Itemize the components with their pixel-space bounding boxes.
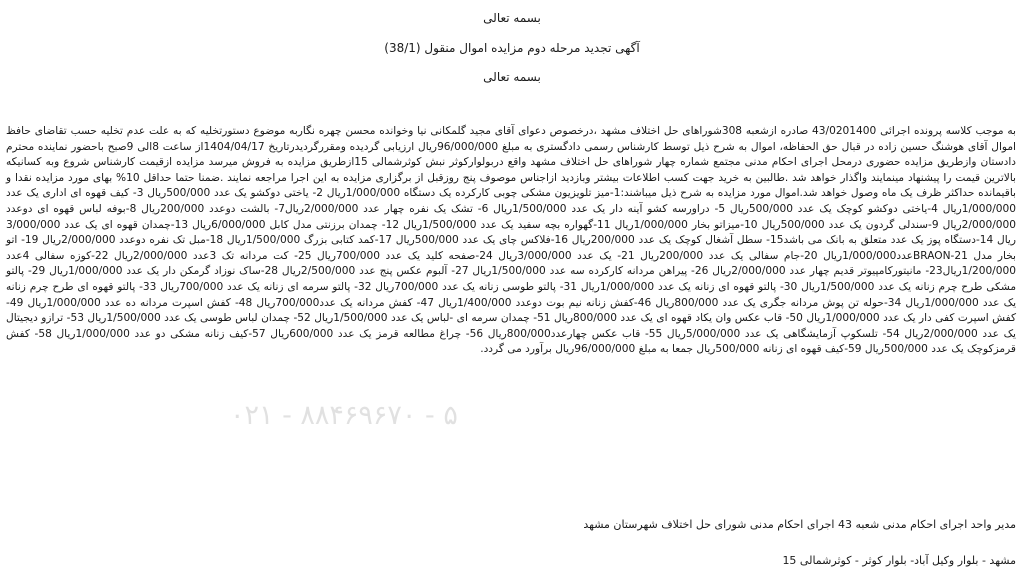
- address-line: مشهد - بلوار وکیل آباد- بلوار کوثر - کوثرشمالی 15: [782, 554, 1016, 567]
- header-bismillah-2: بسمه تعالی: [483, 70, 541, 84]
- header-bismillah: بسمه تعالی: [483, 11, 541, 25]
- notice-body: به موجب کلاسه پرونده اجرائی 43/0201400 صادره ازشعبه 308شوراهای حل اختلاف مشهد ،درخصوص دعوای آقای مجید گلمکانی نیا وخوانده محسن چهره نگاربه موضوع دستورتخلیه که به علت عدم تخلیه حسب تقاضای حافظ اموال آقای هوشنگ حسین زاده در قبال حق الحفاظه، اموال به شرح ذیل توسط کارشناس رسمی دادگستری به مبلغ 96/000/000ریال ارزیابی گردیده ومقررگردیدرتاریخ 1404/04/17از ساعت 8الی 9صبح باحضور نماینده محترم دادستان وازطریق مزایده حضوری درمحل اجرای احکام مدنی مجتمع شماره چهار شوراهای حل اختلاف مشهد واقع دربولوارکوثر نبش کوثرشمالی 15ازطریق مزایده به فروش میرسد مزایده ازقیمت کارشناس شروع وبه کسانیکه بالاترین قیمت را پیشنهاد مینمایند واگذار خواهد شد .طالبین به خرید جهت کسب اطلاعات بیشتر وبازدید ازاجناس موصوف پنج روزقبل از برگزاری مزایده به این اجرا مراجعه نمایند .ضمنا حتما حداقل 10% بهای مورد مزایده نقدا و باقیمانده حداکثر ظرف یک ماه وصول خواهد شد.اموال مورد مزایده به شرح ذیل میباشند:1-میز تلویزیون مشکی چوبی کارکرده یک دستگاه 1/000/000ریال 2- یاختی دوکشو یک عدد 500/000ریال 3- کیف قهوه ای اداری یک عدد 1/000/000ریال 4-یاختی دوکشو کوچک یک عدد 500/000ریال 5- دراورسه کشو آینه دار یک عدد 1/500/000ریال 6- تشک یک نفره چهار عدد 2/000/000ریال7- بالشت دوعدد 200/000ریال 8-بوفه لباس قهوه ای دوعدد 2/000/000ریال 9-سندلی گردون یک عدد 500/000ریال 10-میزاتو بخار 1/000/000ریال 11-گهواره بچه سفید یک عدد 1/500/000ریال 12- چمدان برزنتی مدل کابل 6/000/000ریال 13-چمدان قهوه ای یک عدد 3/000/000 ریال 14-دستگاه پوز یک عدد متعلق به بانک می باشد15- سطل آشغال کوچک یک عدد 200/000ریال 16-فلاکس چای یک عدد 500/000ریال 17-کمد کتابی بزرگ 1/500/000ریال 18-مبل تک نفره دوعدد 2/000/000ریال 19- اتو بخار مدل BRAON-21عدد1/000/000ریال 20-جام سفالی یک عدد 200/000ریال 21- یک عدد 3/000/000ریال 24-صفحه کلید یک عدد 700/000ریال 25- کت مردانه تک 3عدد 2/000/000ریال 22-کوزه سفالی 4عدد 1/200/000ریال23- مانیتورکامپیوتر قدیم چهار عدد 2/000/000ریال 26- پیراهن مردانه کارکرده سه عدد 1/500/000ریال 27- آلبوم عکس پنج عدد 2/500/000ریال 28-ساک نوزاد گرمکن دار یک عدد 1/000/000ریال 29- پالتو مشکی طرح چرم زنانه یک عدد 1/500/000ریال 30- پالتو قهوه ای زنانه یک عدد 1/000/000ریال 31- پالتو طوسی زنانه یک عدد 700/000ریال 32- پالتو سرمه ای زنانه یک عدد 700/000ریال 33- پالتو قهوه ای طرح چرم زنانه یک عدد 1/000/000ریال 34-حوله تن پوش مردانه جگری یک عدد 800/000ریال 46-کفش زنانه نیم بوت دوعدد 1/400/000ریال 47- کفش مردانه یک عدد700/000ریال 48- کفش اسپرت مردانه ده عدد 1/000/000ریال 49- کفش اسپرت کفی دار یک عدد 1/000/000ریال 50- قاب عکس وان یکاد قهوه ای یک عدد 800/000ریال 51- چمدان سرمه ای -لباس یک عدد 1/500/000ریال 52- چمدان لباس طوسی یک عدد 1/500/000ریال 53- ترازو دیجیتال یک عدد 2/000/000ریال 54- تلسکوپ آزمایشگاهی یک عدد 5/000/000ریال 55- قاب عکس چهارعدد800/000ریال 56- چراغ مطالعه قرمز یک عدد 600/000ریال 57-کیف زنانه مشکی دو عدد 1/000/000ریال 58- کفش قرمزکوچک یک عدد 500/000ریال 59-کیف قهوه ای زنانه 500/000ریال جمعا به مبلغ 96/000/000ریال برآورد می گردد.: [6, 125, 1017, 356]
- signature-line: مدیر واحد اجرای احکام مدنی شعبه 43 اجرای احکام مدنی شورای حل اختلاف شهرستان مشهد: [583, 518, 1016, 531]
- notice-title: آگهی تجدید مرحله دوم مزایده اموال منقول (38/1): [384, 41, 640, 55]
- watermark-phone: ۰۲۱ - ۸۸۴۶۹۶۷۰ - ۵: [230, 400, 458, 431]
